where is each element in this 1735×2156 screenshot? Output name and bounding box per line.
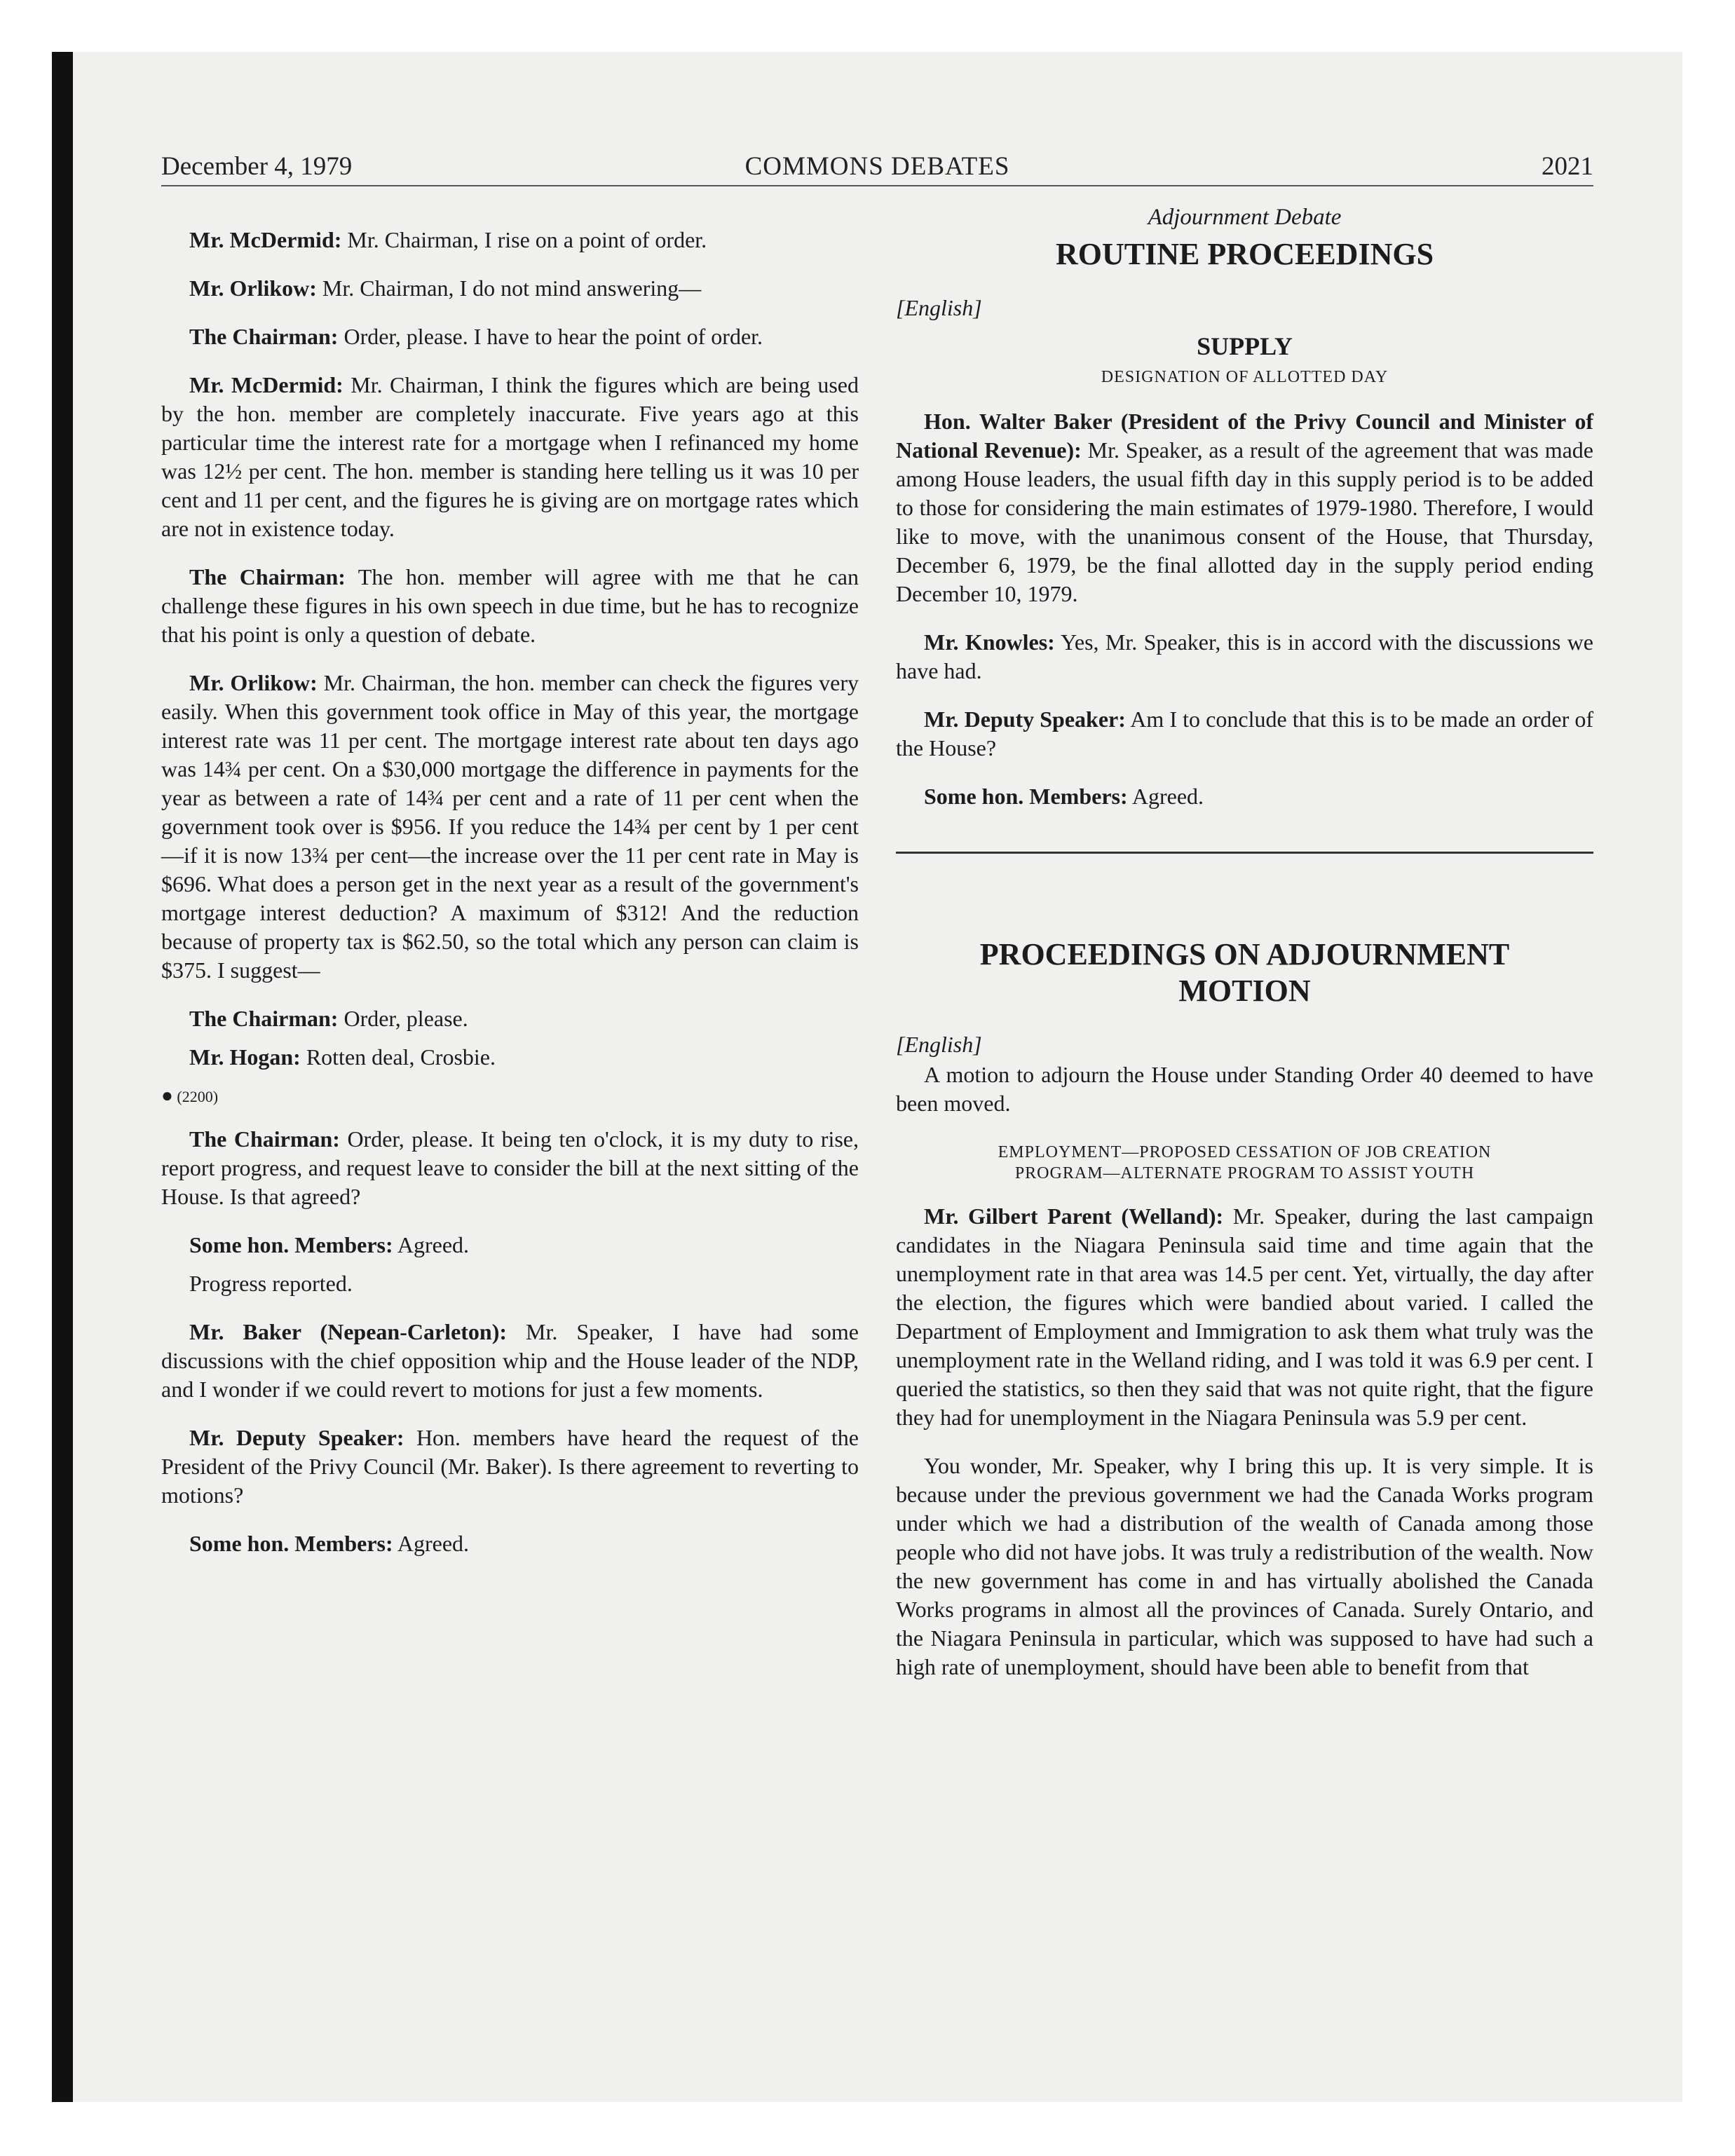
section-label: Adjournment Debate [1148, 205, 1342, 230]
speaker-name: Mr. Hogan: [189, 1044, 301, 1070]
speech-text: Mr. Chairman, the hon. member can check the figures very easily. When this government took office in May of this year, the mortgage interest rate was 11 per cent. The mortgage interest rate about ten days ago was 14¾ per cent. On a $30,000 mortgage the difference in payments for the year as between a rate of 14¾ per cent and a rate of 11 per cent when the government took over is $956. If you reduce the 14¾ per cent by 1 per cent—if it is now 13¾ per cent—the increase over the 11 per cent rate in May is $696. What does a person get in the next year as a result of the government's mortgage interest deduction? A maximum of $312! And the reduction because of property tax is $62.50, so the total which any person can claim is $375. I suggest— [161, 670, 859, 983]
speech-text: Order, please. I have to hear the point of order. [338, 324, 763, 349]
time-marker [161, 1082, 859, 1111]
speech-text: Mr. Chairman, I do not mind answering— [316, 275, 702, 301]
paragraph [161, 322, 859, 351]
speaker-name: Mr. Orlikow: [189, 275, 317, 301]
subsection-subheading: PROGRAM—ALTERNATE PROGRAM TO ASSIST YOUTH [1014, 1164, 1475, 1182]
speaker-name: The Chairman: [189, 564, 346, 589]
paragraph [896, 705, 1593, 763]
speaker-name: The Chairman: [189, 1126, 340, 1152]
speaker-name: Hon. Walter Baker (President of the Privy Council and Minister of National Revenue): [896, 409, 1593, 463]
speaker-name: Mr. Knowles: [924, 629, 1055, 655]
paragraph [161, 563, 859, 649]
speaker-name: Some hon. Members: [189, 1232, 393, 1257]
bullet-icon: ● [161, 1085, 173, 1107]
speech-text: Am I to conclude that this is to be made an order of the House? [896, 707, 1594, 760]
speech-text: Agreed. [393, 1531, 470, 1556]
speech-text: Mr. Speaker, as a result of the agreement that was made among House leaders, the usual fifth day in this supply period is to be added to those for considering the main estimates of 1979-1980. Therefore, I would like to move, with the unanimous consent of the House, that Thursday, December 6, 1979, be the final allotted day in the supply period ending December 10, 1979. [896, 437, 1594, 606]
paragraph [161, 1231, 859, 1260]
left-column [161, 226, 859, 1578]
speaker-name: Mr. Deputy Speaker: [924, 707, 1126, 732]
speech-text: Mr. Speaker, I have had some discussions with the chief opposition whip and the House leader of the NDP, and I wonder if we could revert to motions for just a few moments. [161, 1319, 859, 1402]
paragraph [161, 274, 859, 303]
speech-text: Mr. Chairman, I rise on a point of order. [341, 227, 707, 252]
language-marker: [English] [896, 1032, 982, 1057]
speaker-name: Mr. Gilbert Parent (Welland): [924, 1203, 1224, 1229]
paragraph [161, 1125, 859, 1211]
paragraph [161, 1424, 859, 1510]
speech-text: Hon. members have heard the request of the President of the Privy Council (Mr. Baker). Is there agreement to reverting to motions? [161, 1425, 859, 1508]
subsection-subheading: DESIGNATION OF ALLOTTED DAY [1101, 368, 1389, 386]
section-heading: ROUTINE PROCEEDINGS [1055, 237, 1434, 271]
speech-text: Order, please. It being ten o'clock, it is my duty to rise, report progress, and request leave to consider the bill at the next sitting of the House. Is that agreed? [161, 1126, 859, 1209]
paragraph [896, 407, 1593, 608]
paragraph [161, 669, 859, 985]
subsection-heading: SUPPLY [1197, 332, 1293, 360]
speaker-name: Some hon. Members: [189, 1531, 393, 1556]
header-page-number: 2021 [1542, 152, 1593, 181]
section-divider [896, 852, 1593, 854]
speech-text: Agreed. [393, 1232, 470, 1257]
paragraph [896, 1202, 1593, 1432]
speaker-name: Mr. McDermid: [189, 372, 343, 397]
paragraph [161, 226, 859, 254]
paragraph: You wonder, Mr. Speaker, why I bring this up. It is very simple. It is because under the previous government we had the Canada Works program under which we had a distribution of the wealth of Canada among those people who did not have jobs. It was truly a redistribution of the wealth. Now the new government has come in and has virtually abolished the Canada Works programs in almost all the provinces of Canada. Surely Ontario, and the Niagara Peninsula in particular, which was supposed to have had such a high rate of unemployment, should have been able to benefit from that [896, 1453, 1593, 1679]
paragraph [161, 1529, 859, 1558]
running-header [161, 151, 1593, 186]
language-marker: [English] [896, 295, 982, 320]
section-heading: PROCEEDINGS ON ADJOURNMENT MOTION [979, 937, 1510, 1008]
speech-text: The hon. member will agree with me that he can challenge these figures in his own speech in due time, but he has to recognize that his point is only a question of debate. [161, 564, 859, 647]
speech-text: Rotten deal, Crosbie. [300, 1044, 496, 1070]
paragraph [161, 371, 859, 543]
speaker-name: Some hon. Members: [924, 784, 1128, 809]
speech-text: Agreed. [1127, 784, 1204, 809]
header-journal-title: COMMONS DEBATES [744, 152, 1010, 181]
speaker-name: Mr. McDermid: [189, 227, 342, 252]
speech-text: Mr. Chairman, I think the figures which are being used by the hon. member are completely inaccurate. Five years ago at this particular time the interest rate for a mortgage when I refinanced my home was 12½ per cent. The hon. member is standing here telling us it was 10 per cent and 11 per cent, and the figures he is giving are on mortgage rates which are not in existence today. [161, 372, 859, 541]
paragraph [161, 1318, 859, 1404]
paragraph: A motion to adjourn the House under Standing Order 40 deemed to have been moved. [896, 1062, 1593, 1116]
paragraph [896, 782, 1593, 811]
paragraph: Progress reported. [189, 1271, 353, 1296]
speaker-name: The Chairman: [189, 324, 339, 349]
paragraph [161, 1043, 859, 1072]
header-date: December 4, 1979 [161, 152, 353, 181]
speech-text: Mr. Speaker, during the last campaign candidates in the Niagara Peninsula said time and time again that the unemployment rate in that area was 14.5 per cent. Yet, virtually, the day after the election, the figures which were bandied about varied. I called the Department of Employment and Immigration to ask them what truly was the unemployment rate in the Welland riding, and I was told it was 6.9 per cent. I queried the statistics, so then they said that was not quite right, that the figure they had for unemployment in the Niagara Peninsula was 5.9 per cent. [896, 1203, 1594, 1430]
paragraph [896, 628, 1593, 685]
speech-text: Order, please. [338, 1006, 468, 1031]
subsection-subheading: EMPLOYMENT—PROPOSED CESSATION OF JOB CREATION [998, 1143, 1492, 1161]
speaker-name: The Chairman: [189, 1006, 339, 1031]
speaker-name: Mr. Deputy Speaker: [189, 1425, 404, 1450]
scan-edge-bar [52, 52, 73, 2102]
speaker-name: Mr. Orlikow: [189, 670, 318, 695]
speech-text: Yes, Mr. Speaker, this is in accord with the discussions we have had. [896, 629, 1594, 683]
paragraph [161, 1004, 859, 1033]
speaker-name: Mr. Baker (Nepean-Carleton): [189, 1319, 508, 1344]
right-column [896, 203, 1593, 1701]
time-marker-text: (2200) [177, 1088, 219, 1105]
